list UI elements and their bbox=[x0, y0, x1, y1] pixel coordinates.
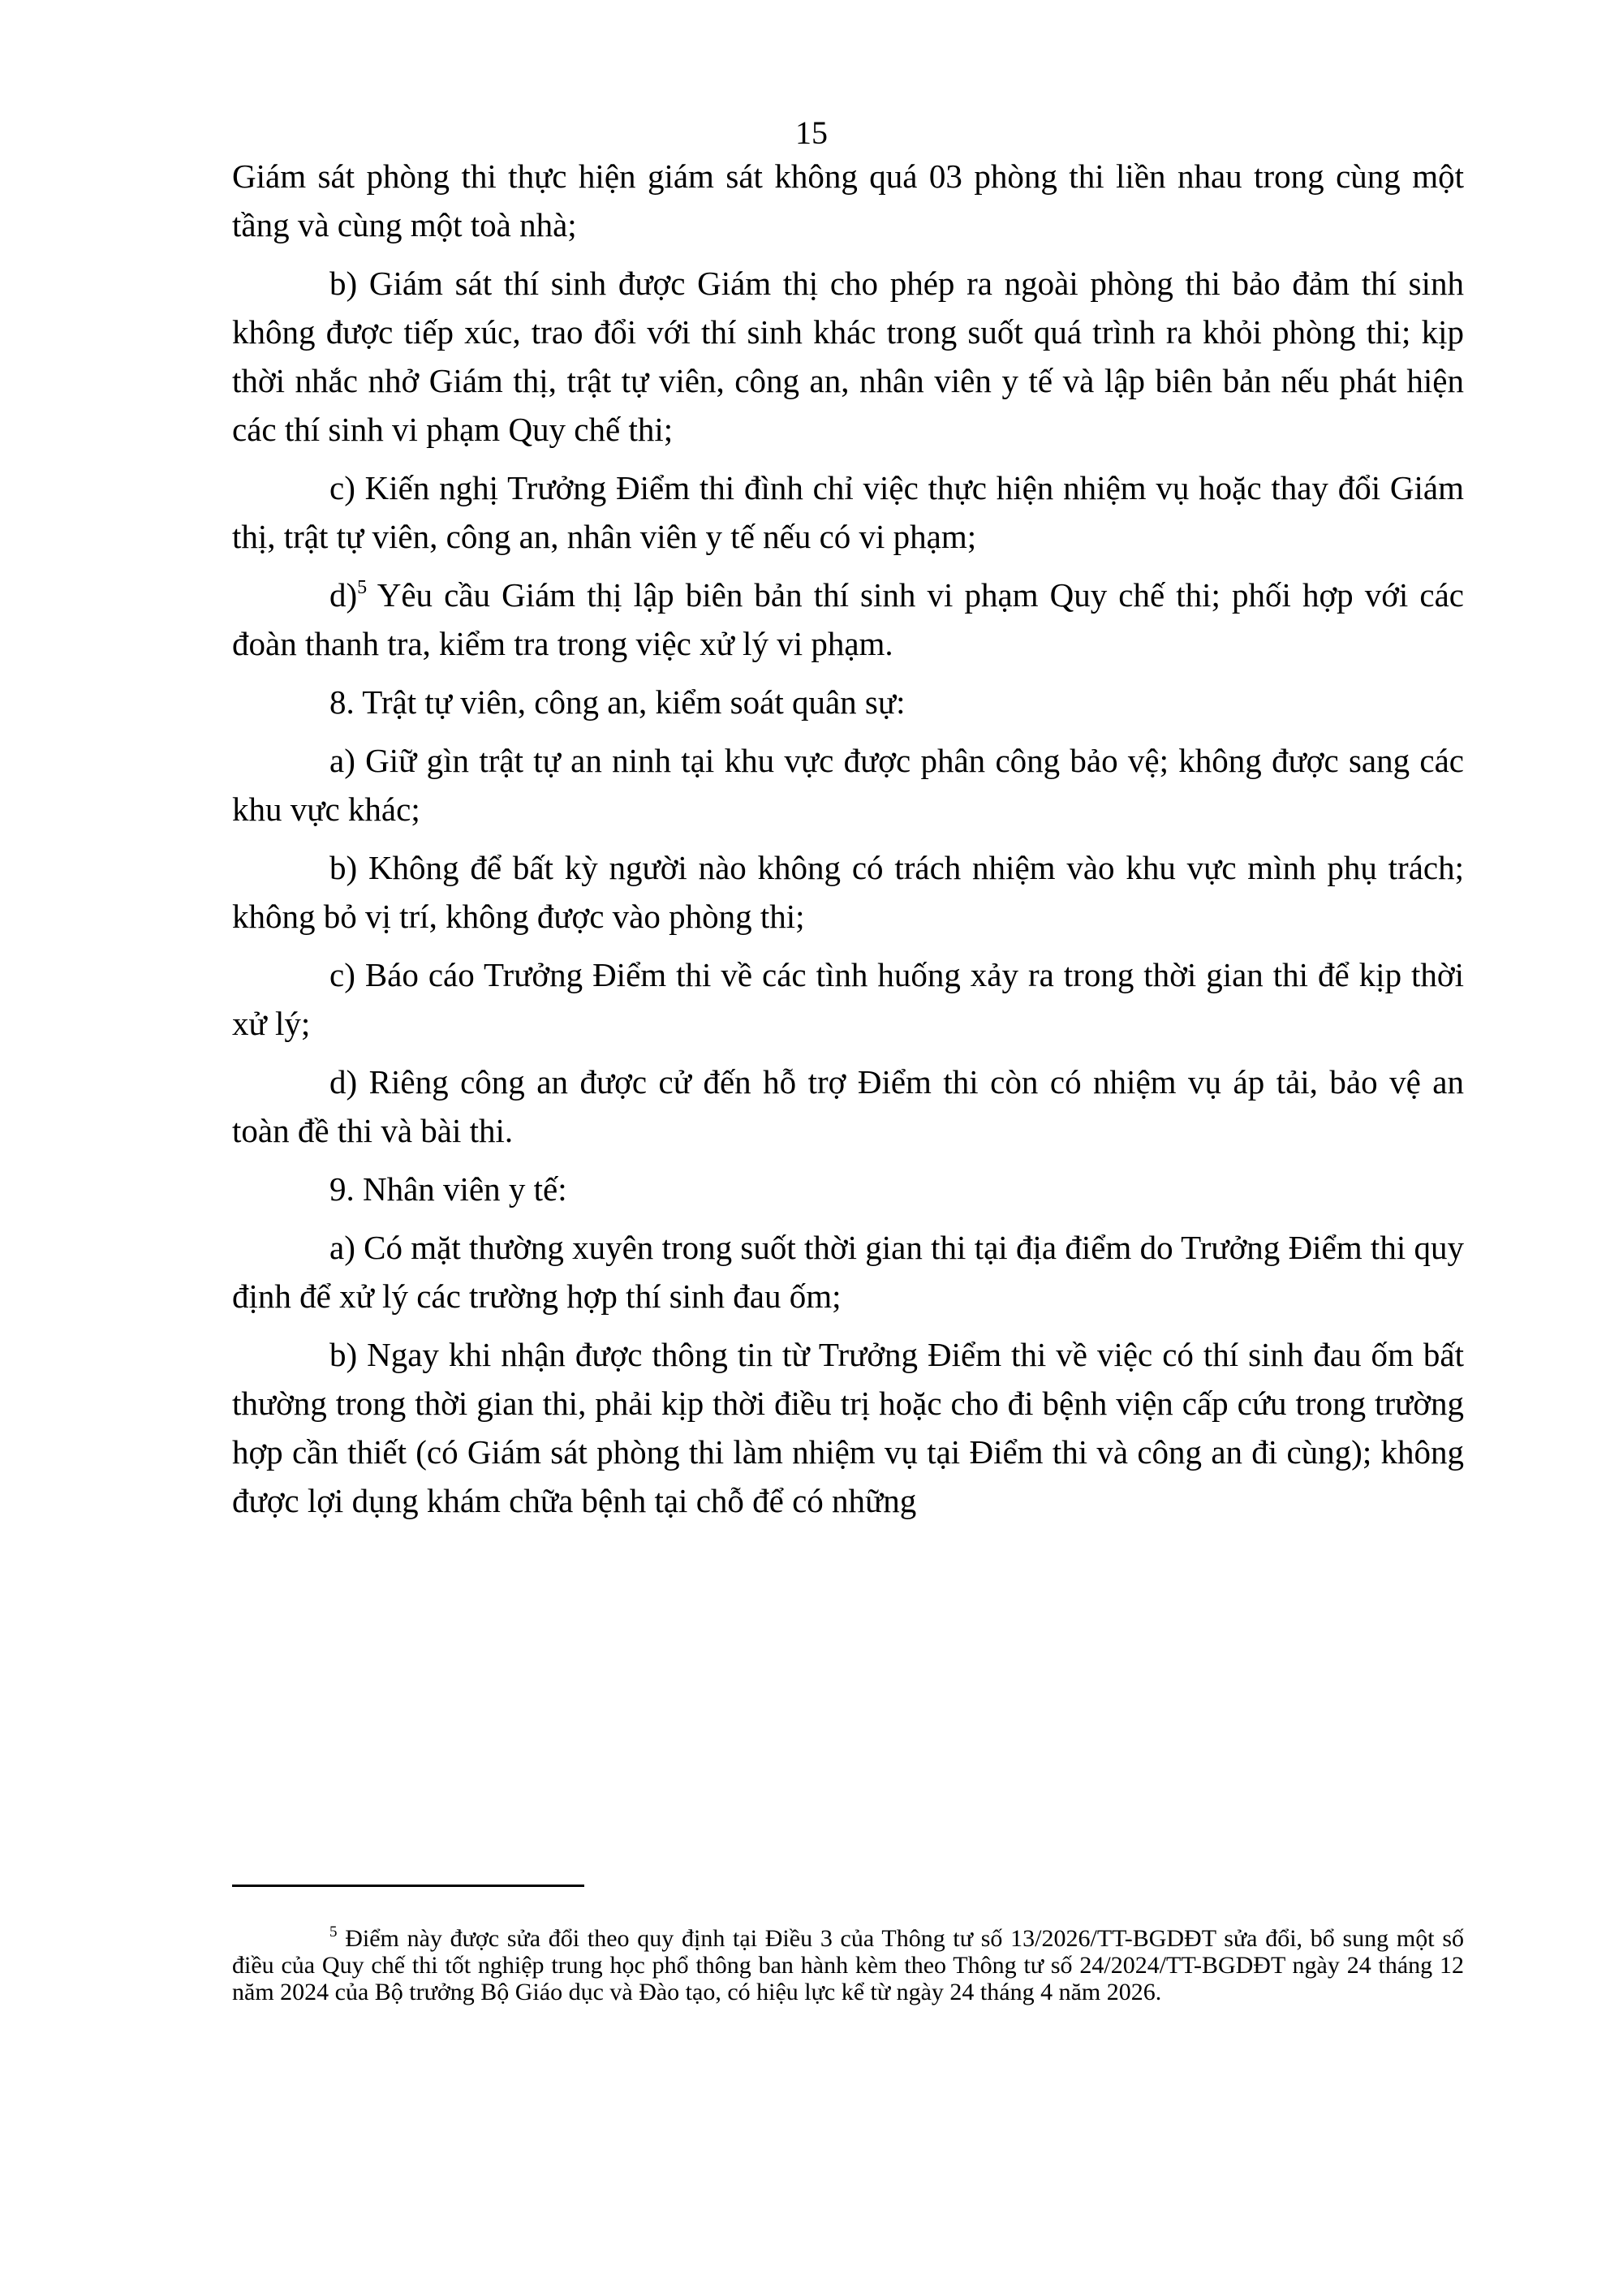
paragraph: Giám sát phòng thi thực hiện giám sát không quá 03 phòng thi liền nhau trong cùng một tầng và cùng một toà nhà; bbox=[232, 157, 1464, 243]
paragraph: b) Không để bất kỳ người nào không có trách nhiệm vào khu vực mình phụ trách; không bỏ vị trí, không được vào phòng thi; bbox=[232, 849, 1464, 935]
paragraph bbox=[232, 571, 1464, 668]
paragraph: a) Giữ gìn trật tự an ninh tại khu vực được phân công bảo vệ; không được sang các khu vực khác; bbox=[232, 742, 1464, 828]
footnote-divider bbox=[232, 1885, 584, 1887]
footnote-mark: 5 bbox=[329, 1923, 338, 1941]
paragraph: a) Có mặt thường xuyên trong suốt thời gian thi tại địa điểm do Trưởng Điểm thi quy định để xử lý các trường hợp thí sinh đau ốm; bbox=[232, 1229, 1464, 1315]
paragraph: c) Báo cáo Trưởng Điểm thi về các tình huống xảy ra trong thời gian thi để kịp thời xử lý; bbox=[232, 956, 1464, 1042]
paragraph: c) Kiến nghị Trưởng Điểm thi đình chỉ việc thực hiện nhiệm vụ hoặc thay đổi Giám thị, trật tự viên, công an, nhân viên y tế nếu có vi phạm; bbox=[232, 469, 1464, 555]
body-text bbox=[232, 152, 1464, 1535]
section-heading: 8. Trật tự viên, công an, kiểm soát quân sự: bbox=[329, 683, 906, 721]
footnote-reference[interactable]: 5 bbox=[357, 577, 368, 598]
footnote-text: Điểm này được sửa đổi theo quy định tại Điều 3 của Thông tư số 13/2026/TT-BGDĐT sửa đổi, bổ sung một số điều của Quy chế thi tốt nghiệp trung học phổ thông ban hành kèm theo Thông tư số 24/2024/TT-BGDĐT ngày 24 tháng 12 năm 2024 của Bộ trưởng Bộ Giáo dục và Đào tạo, có hiệu lực kể từ ngày 24 tháng 4 năm 2026. bbox=[232, 1925, 1464, 2005]
paragraph: d) Riêng công an được cử đến hỗ trợ Điểm thi còn có nhiệm vụ áp tải, bảo vệ an toàn đề thi và bài thi. bbox=[232, 1063, 1464, 1149]
footnote bbox=[232, 1925, 1464, 2005]
item-prefix: d) bbox=[329, 576, 358, 614]
paragraph: b) Ngay khi nhận được thông tin từ Trưởng Điểm thi về việc có thí sinh đau ốm bất thường trong thời gian thi, phải kịp thời điều trị hoặc cho đi bệnh viện cấp cứu trong trường hợp cần thiết (có Giám sát phòng thi làm nhiệm vụ tại Điểm thi và công an đi cùng); không được lợi dụng khám chữa bệnh tại chỗ để có những bbox=[232, 1336, 1464, 1519]
page-number: 15 bbox=[795, 114, 828, 151]
paragraph: b) Giám sát thí sinh được Giám thị cho phép ra ngoài phòng thi bảo đảm thí sinh không được tiếp xúc, trao đổi với thí sinh khác trong suốt quá trình ra khỏi phòng thi; kịp thời nhắc nhở Giám thị, trật tự viên, công an, nhân viên y tế và lập biên bản nếu phát hiện các thí sinh vi phạm Quy chế thi; bbox=[232, 265, 1464, 448]
section-heading: 9. Nhân viên y tế: bbox=[329, 1170, 567, 1208]
paragraph-text: Yêu cầu Giám thị lập biên bản thí sinh vi phạm Quy chế thi; phối hợp với các đoàn thanh tra, kiểm tra trong việc xử lý vi phạm. bbox=[232, 576, 1464, 662]
